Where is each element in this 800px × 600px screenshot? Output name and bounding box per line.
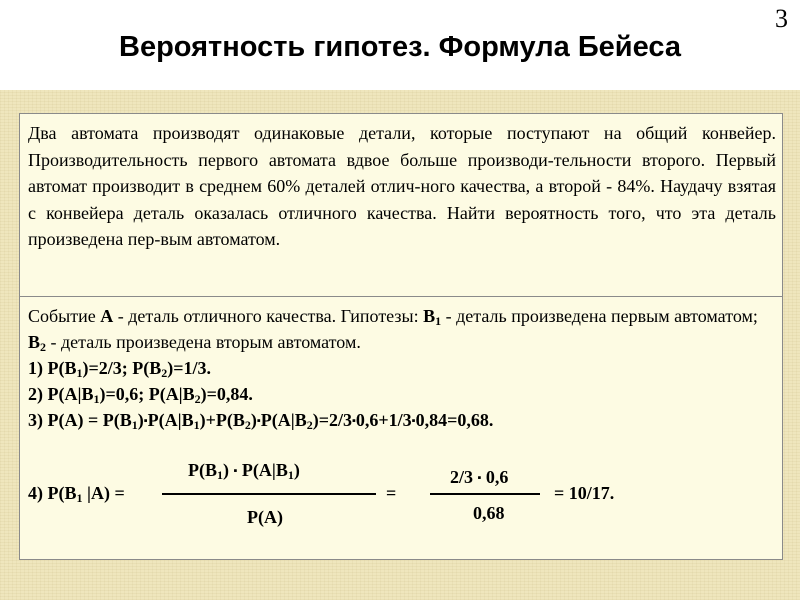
b1-letter: B <box>423 306 436 326</box>
step1-sub: 1 <box>76 366 83 380</box>
formula-lhs <box>28 483 125 504</box>
intro-text-3: - деталь произведена первым автоматом; <box>441 306 758 326</box>
hypothesis-b1 <box>423 306 441 326</box>
solution-intro <box>28 303 776 355</box>
formula-result: = 10/17. <box>554 483 615 503</box>
b2-letter: B <box>28 332 41 352</box>
multiply-dot: ▪ <box>477 472 482 484</box>
num2-part: 0,6 <box>481 467 509 487</box>
b2-index: 2 <box>40 340 47 354</box>
bayes-formula <box>20 450 782 530</box>
num-sub: 1 <box>287 468 294 482</box>
lhs-part: |A) = <box>82 483 125 503</box>
step3-sub: 2 <box>306 418 313 432</box>
num-part: ) <box>223 460 234 480</box>
step3-part: P(A|B <box>260 410 307 430</box>
step3-part: 3) P(A) = P(B <box>28 410 132 430</box>
step1-part: )=1/3. <box>167 358 212 378</box>
numeric-numerator <box>450 467 508 488</box>
num2-part: 2/3 <box>450 467 478 487</box>
step3-part: )=2/3 <box>312 410 352 430</box>
formula-denominator: P(A) <box>247 507 283 527</box>
num-part: P(A|B <box>237 460 288 480</box>
multiply-dot: ▪ <box>411 415 416 427</box>
step3-part: 0,6+1/3 <box>355 410 412 430</box>
formula-numerator <box>188 460 300 481</box>
slide-title: Вероятность гипотез. Формула Бейеса <box>119 31 681 63</box>
step3-sub: 2 <box>244 418 251 432</box>
step2-sub: 2 <box>194 392 201 406</box>
num-sub: 1 <box>217 468 223 482</box>
step1-sub: 2 <box>161 366 168 380</box>
step3-part: )+P(B <box>199 410 245 430</box>
step3-sub: 1 <box>131 418 138 432</box>
page-number: 3 <box>775 4 788 33</box>
step-3 <box>28 407 776 434</box>
section-divider <box>20 296 782 297</box>
step3-part: ) <box>137 410 144 430</box>
step3-part: P(A|B <box>147 410 194 430</box>
multiply-dot: ▪ <box>143 415 148 427</box>
step2-part: )=0,6; P(A|B <box>99 384 195 404</box>
numeric-denominator: 0,68 <box>473 503 505 523</box>
b1-index: 1 <box>435 314 442 328</box>
hypothesis-b2 <box>28 332 46 352</box>
slide-header <box>0 0 800 90</box>
intro-text-1: Событие <box>28 306 101 326</box>
intro-text-4: - деталь произведена вторым автоматом. <box>46 332 361 352</box>
multiply-dot: ▪ <box>233 465 238 477</box>
step2-part: )=0,84. <box>200 384 253 404</box>
content-panel <box>19 113 783 560</box>
num-part: ) <box>293 460 300 480</box>
intro-text-2: - деталь отличного качества. Гипотезы: <box>113 306 424 326</box>
lhs-sub: 1 <box>76 491 83 505</box>
step3-part: 0,84=0,68. <box>415 410 494 430</box>
step2-sub: 1 <box>93 392 100 406</box>
event-a: A <box>100 306 114 326</box>
multiply-dot: ▪ <box>352 415 356 427</box>
fraction-bar <box>430 493 540 495</box>
step3-sub: 1 <box>193 418 200 432</box>
step-2 <box>28 381 776 407</box>
step1-part: )=2/3; P(B <box>82 358 162 378</box>
step3-part: ) <box>250 410 257 430</box>
equals-sign: = <box>386 483 397 503</box>
fraction-bar <box>162 493 376 495</box>
solution-block <box>28 303 776 434</box>
step2-part: 2) P(A|B <box>28 384 94 404</box>
step-1 <box>28 355 776 381</box>
step1-part: 1) P(B <box>28 358 77 378</box>
num-part: P(B <box>188 460 217 480</box>
multiply-dot: ▪ <box>256 415 261 427</box>
lhs-part: 4) P(B <box>28 483 77 503</box>
problem-statement: Два автомата производят одинаковые детали, которые поступают на общий конвейер. Производительность первого автомата вдвое больше производи-тельности второго. Первый автомат производит в среднем 60% деталей отлич-ного качества, а второй - 84%. Наудачу взятая с конвейера деталь оказалась отличного качества. Найти вероятность того, что эта деталь произведена пер-вым автоматом. <box>28 123 776 249</box>
